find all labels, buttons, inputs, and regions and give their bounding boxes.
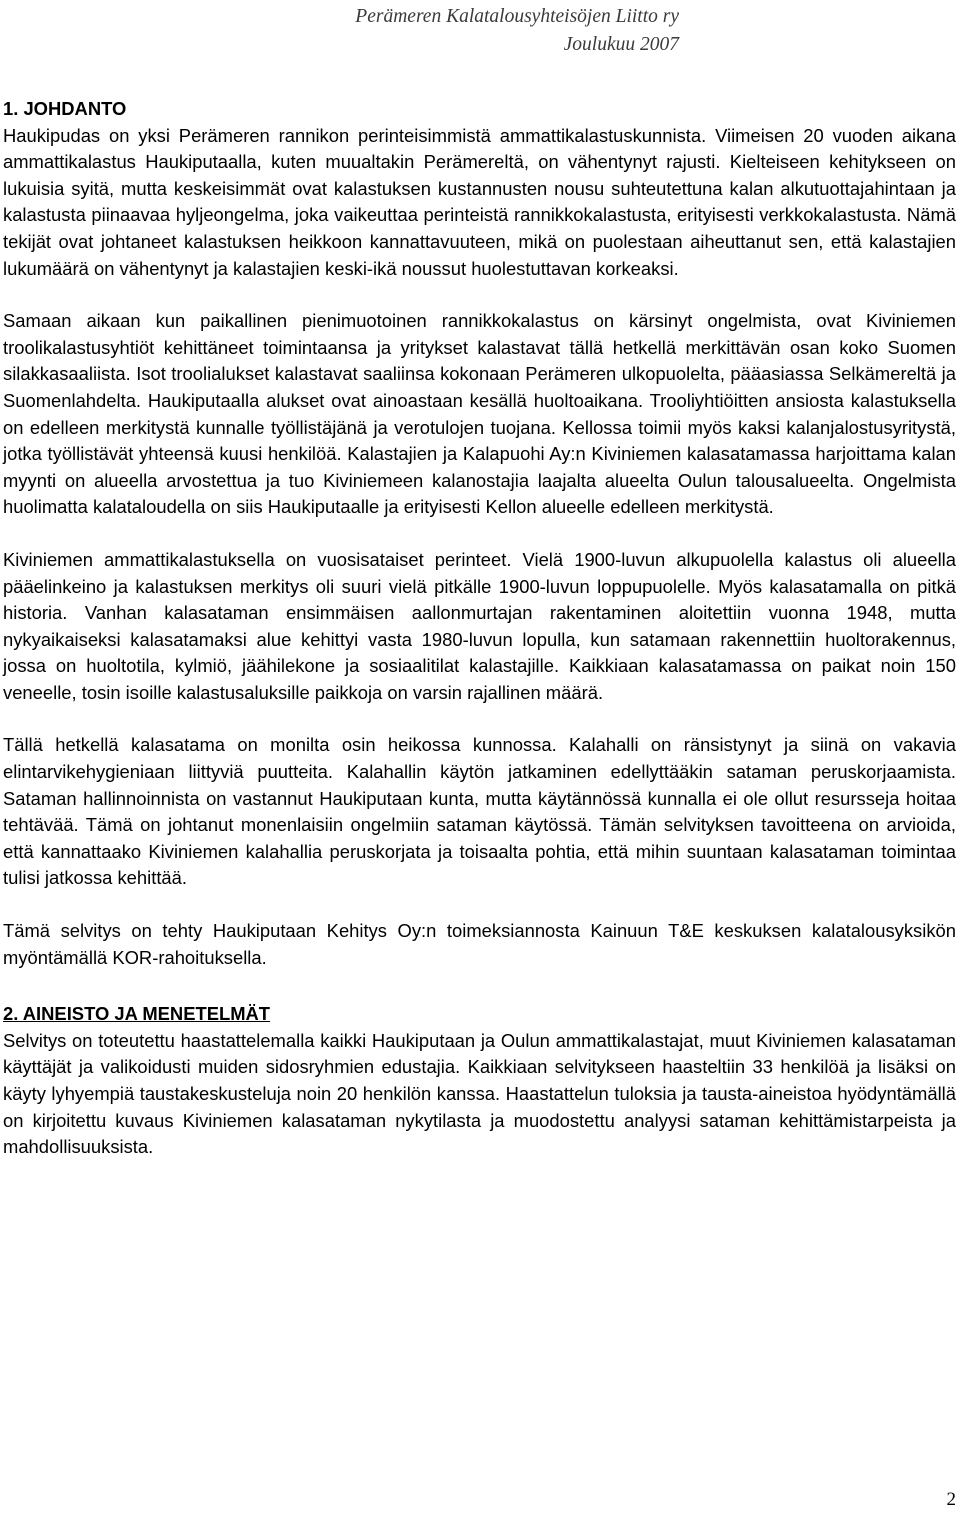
page-header — [0, 3, 679, 59]
page-number: 2 — [946, 1489, 956, 1510]
paragraph: Selvitys on toteutettu haastattelemalla kaikki Haukiputaan ja Oulun ammattikalastajat, muut Kiviniemen kalasataman käyttäjät ja valikoidusti muiden sidosryhmien edustajia. Kaikkiaan selvitykseen haasteltiin 33 henkilöä ja lisäksi on käyty lyhyempiä taustakeskusteluja noin 20 henkilön kanssa. Haastattelun tuloksia ja tausta-aineistoa hyödyntämällä on kirjoitettu kuvaus Kiviniemen kalasataman nykytilasta ja muodostettu analyysi sataman kehittämistarpeista ja mahdollisuuksista. — [3, 1029, 956, 1158]
section-introduction — [3, 96, 956, 971]
section-heading-introduction: 1. JOHDANTO — [3, 98, 127, 119]
header-date: Joulukuu 2007 — [563, 34, 679, 55]
section-materials-methods — [3, 1001, 956, 1161]
section-heading-materials-methods: 2. AINEISTO JA MENETELMÄT — [3, 1003, 271, 1025]
paragraph: Tämä selvitys on tehty Haukiputaan Kehitys Oy:n toimeksiannosta Kainuun T&E keskuksen kalatalousyksikön myöntämällä KOR-rahoituksella. — [3, 920, 956, 968]
paragraph: Kiviniemen ammattikalastuksella on vuosisataiset perinteet. Vielä 1900-luvun alkupuolella kalastus oli alueella pääelinkeino ja kalastuksen merkitys oli suuri vielä pitkälle 1900-luvun loppupuolelle. Myös kalasatamalla on pitkä historia. Vanhan kalasataman ensimmäisen aallonmurtajan rakentaminen aloitettiin vuonna 1948, mutta nykyaikaiseksi kalasatamaksi alue kehittyi vasta 1980-luvun lopulla, kun satamaan rakennettiin huoltorakennus, jossa on huoltotila, kylmiö, jäähilekone ja sosiaalitilat kalastajille. Kaikkiaan kalasatamassa on paikat noin 150 veneelle, tosin isoille kalastusaluksille paikkoja on varsin rajallinen määrä. — [3, 548, 956, 703]
paragraph: Haukipudas on yksi Perämeren rannikon perinteisimmistä ammattikalastuskunnista. Viimeisen 20 vuoden aikana ammattikalastus Haukiputaalla, kuten muualtakin Perämereltä, on vähentynyt rajusti. Kielteiseen kehitykseen on lukuisia syitä, mutta keskeisimmät ovat kalastuksen kustannusten nousu suhteutettuna kalan alkutuottajahintaan ja kalastusta piinaavaa hyljeongelma, joka vaikeuttaa perinteistä rannikkokalastusta, erityisesti verkkokalastusta. Nämä tekijät ovat johtaneet kalastuksen heikkoon kannattavuuteen, mikä on puolestaan aiheuttanut sen, että kalastajien lukumäärä on vähentynyt ja kalastajien keski-ikä noussut huolestuttavan korkeaksi. — [3, 124, 956, 279]
paragraph: Samaan aikaan kun paikallinen pienimuotoinen rannikkokalastus on kärsinyt ongelmista, ovat Kiviniemen troolikalastusyhtiöt kehittäneet toimintaansa ja yritykset kalastavat tällä hetkellä merkittävän osan koko Suomen silakkasaaliista. Isot troolialukset kalastavat saaliinsa kokonaan Perämeren ulkopuolelta, pääasiassa Selkämereltä ja Suomenlahdelta. Haukiputaalla alukset ovat ainoastaan kesällä huoltoaikana. Trooliyhtiöitten ansiosta kalastuksella on edelleen merkitystä kunnalle työllistäjänä ja verotulojen tuojana. Kellossa toimii myös kaksi kalanjalostusyritystä, jotka työllistävät yhteensä kuusi henkilöä. Kalastajien ja Kalapuohi Ay:n Kiviniemen kalasatamassa harjoittama kalan myynti on alueella arvostettua ja tuo Kiviniemeen kalanostajia laajalta alueelta Oulun talousalueelta. Ongelmista huolimatta kalataloudella on siis Haukiputaalle ja erityisesti Kellon alueelle edelleen merkitystä. — [3, 310, 956, 518]
header-organization: Perämeren Kalatalousyhteisöjen Liitto ry — [355, 6, 679, 27]
paragraph: Tällä hetkellä kalasatama on monilta osin heikossa kunnossa. Kalahalli on ränsistynyt ja siinä on vakavia elintarvikehygieniaan liittyviä puutteita. Kalahallin käytön jatkaminen edellyttääkin sataman peruskorjaamista. Sataman hallinnoinnista on vastannut Haukiputaan kunta, mutta käytännössä kunnalla ei ole ollut resursseja hoitaa tehtävää. Tämä on johtanut monenlaisiin ongelmiin sataman käytössä. Tämän selvityksen tavoitteena on arvioida, että kannattaako Kiviniemen kalahallia peruskorjata ja toisaalta pohtia, että mihin suuntaan kalasataman toimintaa tulisi jatkossa kehittää. — [3, 734, 956, 889]
document-body — [3, 96, 956, 1161]
